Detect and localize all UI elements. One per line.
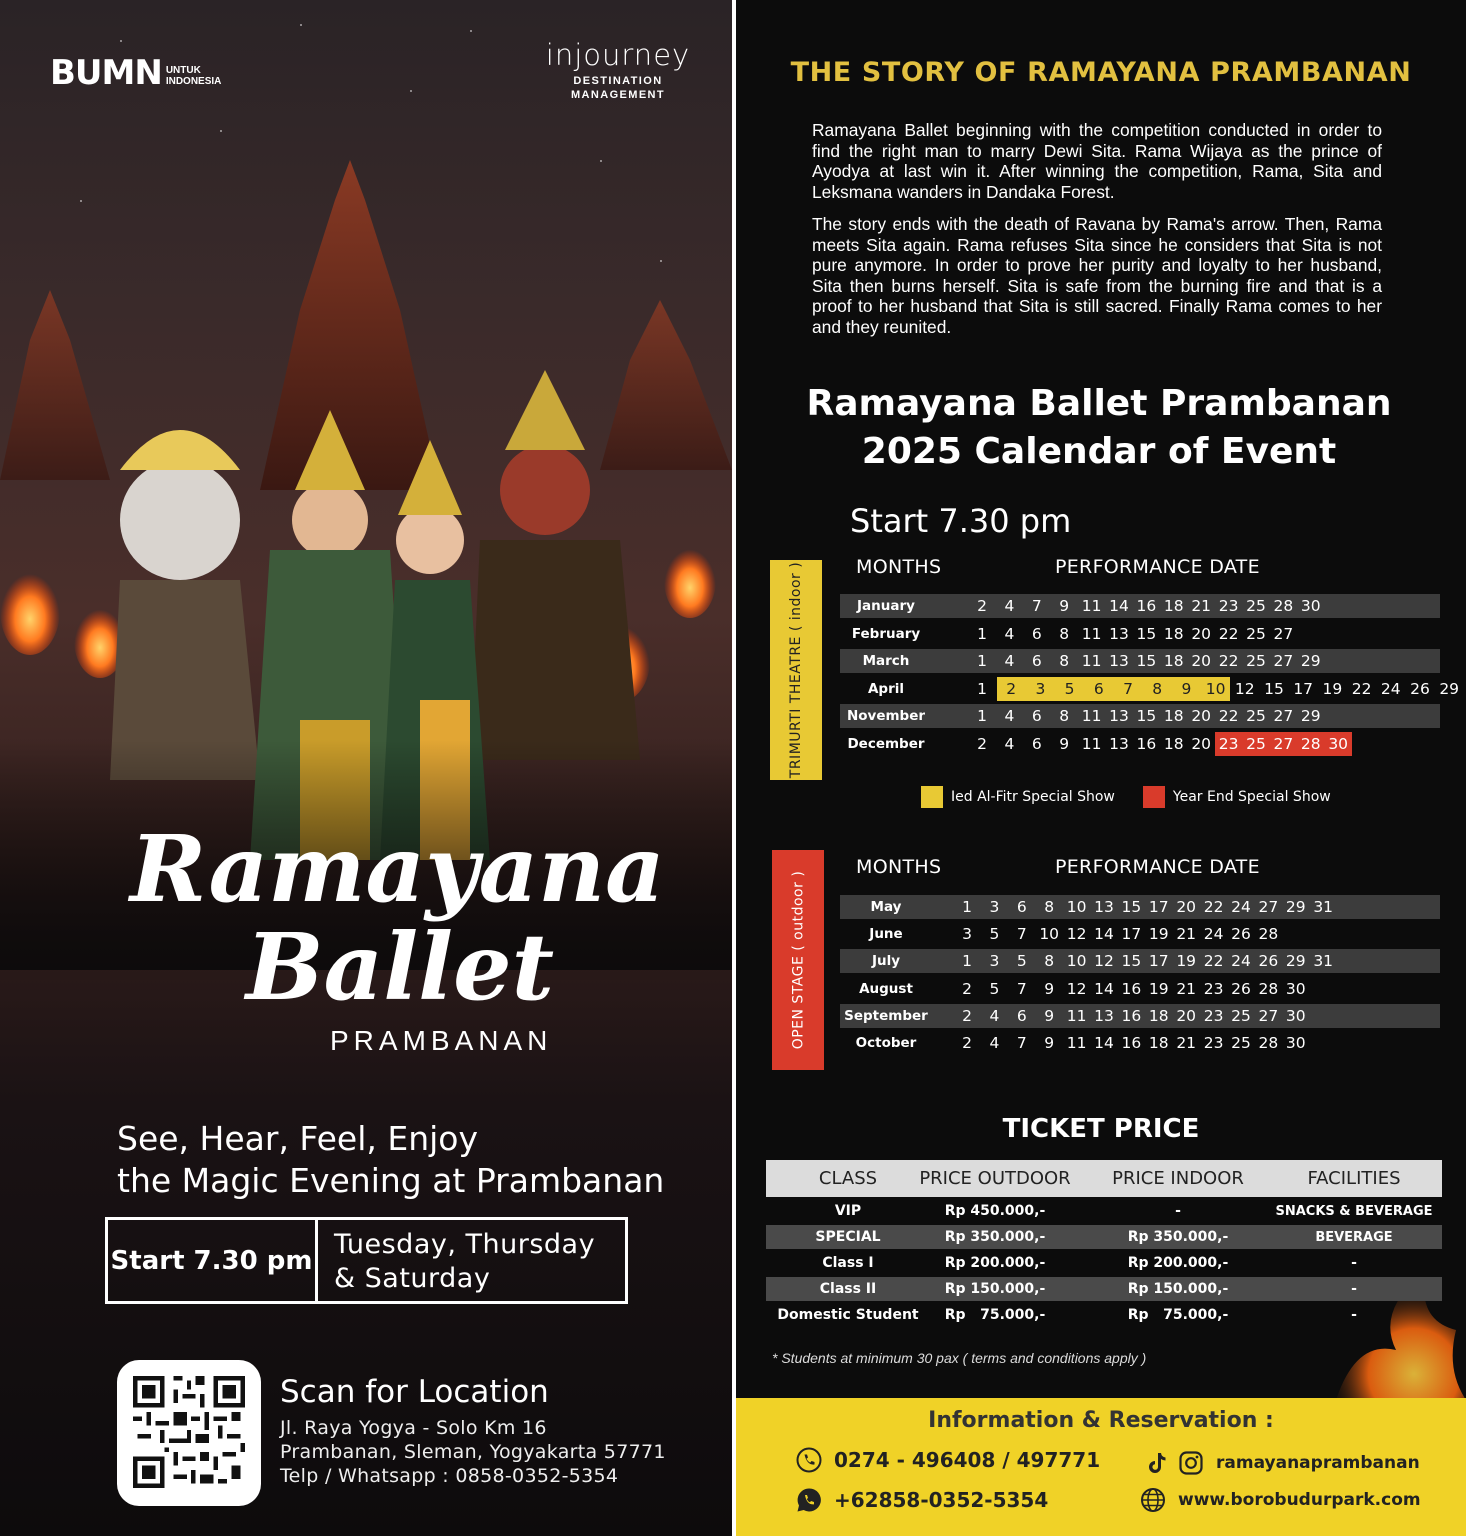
- performance-date: 28: [1273, 597, 1294, 615]
- injourney-sub-line2: MANAGEMENT: [570, 89, 666, 101]
- performance-date: 21: [1176, 1034, 1197, 1052]
- performance-date: 21: [1176, 979, 1197, 998]
- performance-date: 11: [1066, 1034, 1087, 1052]
- performance-date: 11: [1066, 1006, 1087, 1025]
- info-whatsapp-text: +62858-0352-5354: [834, 1488, 1049, 1512]
- indoor-header-months: MONTHS: [856, 556, 942, 578]
- calendar-row: [840, 704, 1440, 728]
- schedule-days-line2: & Saturday: [334, 1263, 491, 1294]
- ticket-header-row: [766, 1160, 1442, 1197]
- performance-date: 6: [1016, 898, 1027, 916]
- performance-date: 6: [1031, 707, 1042, 726]
- performance-date: 1: [977, 707, 987, 726]
- venue-outdoor-label: OPEN STAGE ( outdoor ): [790, 870, 806, 1050]
- ticket-row: [766, 1277, 1442, 1301]
- performance-date: 11: [1081, 624, 1102, 643]
- info-social-text: ramayanaprambanan: [1216, 1453, 1420, 1473]
- performance-date: 19: [1148, 925, 1169, 944]
- calendar-title-line2: 2025 Calendar of Event: [861, 431, 1337, 472]
- ramayana-ballet-logo: [130, 815, 665, 1060]
- performance-date: 28: [1258, 979, 1279, 998]
- performance-date: 12: [1066, 925, 1087, 944]
- brand-place: PRAMBANAN: [330, 1025, 553, 1056]
- performance-date: 17: [1148, 898, 1169, 916]
- legend-red-label: Year End Special Show: [1172, 789, 1331, 805]
- performance-date: 4: [989, 1006, 1000, 1025]
- ticket-price-outdoor: Rp 200.000,-: [944, 1255, 1046, 1271]
- calendar-row: [840, 1031, 1440, 1055]
- performance-date: 29: [1285, 952, 1306, 971]
- performance-date: 3: [989, 898, 1000, 916]
- calendar-title: [736, 380, 1462, 476]
- performance-date: 5: [989, 979, 1000, 998]
- performance-date: 30: [1328, 735, 1349, 753]
- ticket-facilities: SNACKS & BEVERAGE: [1275, 1203, 1433, 1219]
- performance-date: 25: [1246, 707, 1266, 726]
- performance-date: 18: [1163, 735, 1184, 753]
- performance-date: 21: [1176, 925, 1197, 944]
- calendar-month: March: [862, 653, 910, 670]
- star-dot: [300, 24, 302, 26]
- performance-date: 30: [1300, 597, 1321, 615]
- performance-date: 16: [1136, 735, 1157, 753]
- performance-date: 17: [1293, 679, 1314, 698]
- performance-date: 30: [1285, 979, 1306, 998]
- performance-date: 26: [1410, 679, 1430, 698]
- performance-date: 29: [1439, 679, 1460, 698]
- performance-date: 8: [1152, 679, 1163, 698]
- info-phone[interactable]: [796, 1447, 1100, 1473]
- outdoor-header-months: MONTHS: [856, 856, 942, 878]
- ticket-row: [766, 1197, 1442, 1225]
- calendar-month: August: [859, 980, 913, 997]
- info-whatsapp[interactable]: [796, 1487, 1048, 1513]
- ticket-price-outdoor: Rp 350.000,-: [944, 1229, 1046, 1245]
- performance-date: 6: [1031, 735, 1042, 753]
- calendar-title-line1: Ramayana Ballet Prambanan: [806, 383, 1392, 424]
- performance-date: 31: [1313, 952, 1334, 971]
- schedule-days-line1: Tuesday, Thursday: [334, 1229, 596, 1260]
- performance-date: 24: [1203, 925, 1224, 944]
- bumn-sub-line1: UNTUK: [165, 65, 201, 76]
- performance-date: 22: [1351, 679, 1372, 698]
- ticket-price-indoor: Rp 350.000,-: [1127, 1229, 1229, 1245]
- performance-date: 1: [977, 624, 987, 643]
- information-reservation-bar: [736, 1398, 1466, 1536]
- performance-date: 11: [1081, 597, 1102, 615]
- tiktok-icon: [1144, 1450, 1170, 1476]
- performance-date: 4: [1004, 652, 1015, 671]
- calendar-row: [840, 949, 1440, 973]
- calendar-row: [840, 594, 1440, 618]
- performance-date: 9: [1059, 735, 1070, 753]
- tagline: [117, 1118, 664, 1202]
- ticket-price-title: TICKET PRICE: [1002, 1114, 1200, 1144]
- story-paragraph-1: Ramayana Ballet beginning with the competition conducted in order to find the right man to marry Dewi Sita. Rama Wijaya as the prince of Ayodya at last win it. After winning the competition, Rama, Sita and Leksmana wanders in Dandaka Forest.: [812, 120, 1382, 202]
- performance-date: 20: [1176, 898, 1197, 916]
- ticket-facilities: -: [1351, 1281, 1357, 1297]
- contact-line: Telp / Whatsapp : 0858-0352-5354: [280, 1465, 619, 1487]
- venue-indoor-label: TRIMURTI THEATRE ( indoor ): [788, 561, 804, 779]
- ticket-row: [766, 1301, 1442, 1329]
- performance-date: 15: [1136, 652, 1157, 671]
- performance-date: 26: [1231, 925, 1251, 944]
- performance-date: 7: [1016, 1034, 1027, 1052]
- info-social[interactable]: [1144, 1450, 1420, 1476]
- info-title: Information & Reservation :: [928, 1408, 1274, 1433]
- performance-date: 9: [1059, 597, 1070, 615]
- performance-date: 10: [1039, 925, 1060, 944]
- info-phone-text: 0274 - 496408 / 497771: [834, 1448, 1101, 1472]
- performance-date: 20: [1176, 1006, 1197, 1025]
- performance-date: 17: [1148, 952, 1169, 971]
- performance-date: 25: [1231, 1034, 1251, 1052]
- address-block: [280, 1416, 666, 1488]
- performance-date: 7: [1123, 679, 1133, 698]
- performance-date: 13: [1094, 1006, 1114, 1025]
- ticket-header-outdoor: PRICE OUTDOOR: [919, 1168, 1071, 1189]
- performance-date: 14: [1094, 979, 1114, 998]
- calendar-month: February: [851, 625, 921, 642]
- performance-date: 4: [1004, 707, 1015, 726]
- ticket-class: Class I: [822, 1255, 874, 1271]
- legend-red-swatch: [1143, 786, 1165, 808]
- calendar-row: [840, 977, 1440, 1001]
- performance-date: 7: [1016, 925, 1027, 944]
- performance-date: 16: [1136, 597, 1157, 615]
- location-qr-code[interactable]: [117, 1360, 261, 1506]
- calendar-legend: [921, 786, 1331, 808]
- performance-date: 10: [1066, 898, 1087, 916]
- ticket-price-outdoor: Rp 75.000,-: [944, 1307, 1046, 1323]
- schedule-start-time: Start 7.30 pm: [108, 1220, 318, 1301]
- performance-date: 20: [1191, 624, 1212, 643]
- calendar-row: [840, 1004, 1440, 1028]
- ticket-facilities: -: [1351, 1255, 1357, 1271]
- outdoor-header-dates: PERFORMANCE DATE: [1055, 856, 1260, 878]
- info-website-text: www.borobudurpark.com: [1178, 1490, 1421, 1510]
- calendar-month: May: [870, 899, 902, 915]
- ticket-price-outdoor: Rp 450.000,-: [944, 1203, 1046, 1219]
- performance-date: 22: [1203, 952, 1224, 971]
- schedule-days: [318, 1220, 625, 1301]
- ticket-row: [766, 1249, 1442, 1277]
- performance-date: 11: [1081, 707, 1102, 726]
- performance-date: 25: [1246, 597, 1266, 615]
- qr-code-icon: [133, 1376, 245, 1488]
- performance-date: 19: [1148, 979, 1169, 998]
- star-dot: [410, 90, 412, 92]
- ticket-price-indoor: Rp 75.000,-: [1127, 1307, 1229, 1323]
- ticket-price-table: [766, 1160, 1442, 1329]
- star-dot: [470, 30, 472, 32]
- calendar-row: [840, 732, 1440, 756]
- performance-date: 15: [1121, 952, 1142, 971]
- performance-date: 8: [1044, 952, 1055, 971]
- performance-date: 5: [1064, 679, 1075, 698]
- performance-date: 14: [1094, 1034, 1114, 1052]
- performance-date: 15: [1121, 898, 1142, 916]
- performance-date: 4: [989, 1034, 1000, 1052]
- calendar-row: [840, 922, 1440, 946]
- performance-date: 27: [1258, 1006, 1279, 1025]
- ticket-row: [766, 1225, 1442, 1249]
- calendar-row: [840, 895, 1440, 919]
- performance-date: 7: [1016, 979, 1027, 998]
- performance-date: 29: [1300, 707, 1321, 726]
- calendar-row: [840, 622, 1440, 646]
- performance-date: 7: [1031, 597, 1042, 615]
- performance-date: 12: [1094, 952, 1114, 971]
- ticket-facilities: BEVERAGE: [1315, 1229, 1393, 1245]
- poster-left-panel: [0, 0, 732, 1536]
- performance-date: 1: [962, 952, 972, 971]
- performance-date: 23: [1218, 735, 1239, 753]
- performance-date: 11: [1081, 735, 1102, 753]
- performance-date: 10: [1066, 952, 1087, 971]
- performance-date: 5: [989, 925, 1000, 944]
- performance-date: 2: [962, 979, 972, 998]
- performance-date: 6: [1016, 1006, 1027, 1025]
- brand-line2: Ballet: [245, 913, 555, 1021]
- ticket-facilities: -: [1351, 1307, 1357, 1323]
- performance-date: 28: [1258, 1034, 1279, 1052]
- performance-date: 24: [1380, 679, 1401, 698]
- legend-yellow-swatch: [921, 786, 943, 808]
- performance-date: 15: [1264, 679, 1284, 698]
- performance-date: 22: [1218, 707, 1239, 726]
- performance-date: 30: [1285, 1006, 1306, 1025]
- performance-date: 2: [1006, 679, 1017, 698]
- performance-date: 28: [1258, 925, 1279, 944]
- venue-tag-indoor: [770, 560, 822, 780]
- performance-date: 27: [1273, 624, 1294, 643]
- star-dot: [120, 40, 122, 42]
- ticket-note: * Students at minimum 30 pax ( terms and conditions apply ): [772, 1350, 1147, 1366]
- performance-date: 4: [1004, 624, 1015, 643]
- injourney-logo-subtitle: [543, 74, 693, 102]
- bumn-logo-mark: BUMN: [50, 53, 162, 93]
- calendar-month: April: [867, 680, 905, 697]
- whatsapp-icon: [796, 1487, 822, 1513]
- performance-date: 23: [1203, 979, 1224, 998]
- performance-date: 25: [1246, 624, 1266, 643]
- calendar-month: December: [847, 736, 925, 752]
- performance-date: 2: [977, 597, 987, 615]
- performance-date: 15: [1136, 624, 1157, 643]
- schedule-box: [105, 1217, 628, 1304]
- performance-date: 15: [1136, 707, 1157, 726]
- tagline-line1: See, Hear, Feel, Enjoy: [117, 1119, 479, 1158]
- ticket-class: VIP: [834, 1203, 862, 1219]
- performance-date: 27: [1273, 707, 1294, 726]
- performance-date: 8: [1044, 898, 1055, 916]
- performance-date: 24: [1231, 952, 1251, 971]
- performance-date: 11: [1081, 652, 1102, 671]
- performance-date: 9: [1044, 1006, 1055, 1025]
- performance-date: 27: [1273, 735, 1294, 753]
- performance-date: 28: [1300, 735, 1321, 753]
- ticket-class: Class II: [819, 1281, 877, 1297]
- performance-date: 10: [1205, 679, 1226, 698]
- phone-icon: [796, 1447, 822, 1473]
- performance-date: 13: [1109, 624, 1129, 643]
- ticket-class: Domestic Student: [777, 1307, 919, 1323]
- performance-date: 16: [1121, 979, 1142, 998]
- performance-date: 2: [977, 735, 987, 753]
- ticket-price-outdoor: Rp 150.000,-: [944, 1281, 1046, 1297]
- performance-date: 22: [1203, 898, 1224, 916]
- performance-date: 6: [1031, 652, 1042, 671]
- bumn-logo: [50, 53, 222, 93]
- performance-date: 1: [977, 679, 987, 698]
- performance-date: 23: [1203, 1006, 1224, 1025]
- performance-date: 20: [1191, 707, 1212, 726]
- brand-line1: Ramayana: [130, 815, 665, 923]
- performance-date: 18: [1148, 1034, 1169, 1052]
- ticket-price-indoor: Rp 200.000,-: [1127, 1255, 1229, 1271]
- performance-date: 17: [1121, 925, 1142, 944]
- scan-location-title: Scan for Location: [280, 1374, 549, 1410]
- performance-date: 21: [1191, 597, 1212, 615]
- performance-date: 6: [1031, 624, 1042, 643]
- performance-date: 18: [1163, 707, 1184, 726]
- performance-date: 9: [1044, 979, 1055, 998]
- legend-yellow-label: Ied Al-Fitr Special Show: [951, 789, 1115, 805]
- performance-date: 25: [1246, 652, 1266, 671]
- performance-date: 22: [1218, 652, 1239, 671]
- performance-date: 29: [1300, 652, 1321, 671]
- calendar-month: November: [846, 708, 926, 725]
- performance-date: 4: [1004, 597, 1015, 615]
- performance-date: 3: [1035, 679, 1046, 698]
- performance-date: 8: [1059, 624, 1070, 643]
- performance-date: 8: [1059, 652, 1070, 671]
- indoor-header-dates: PERFORMANCE DATE: [1055, 556, 1260, 578]
- performance-date: 27: [1258, 898, 1279, 916]
- performance-date: 25: [1231, 1006, 1251, 1025]
- performance-date: 2: [962, 1006, 972, 1025]
- performance-date: 31: [1313, 898, 1334, 916]
- performance-date: 26: [1231, 979, 1251, 998]
- performance-date: 4: [1004, 735, 1015, 753]
- bumn-sub-line2: INDONESIA: [165, 76, 222, 87]
- performance-date: 3: [989, 952, 1000, 971]
- star-dot: [220, 130, 222, 132]
- instagram-icon: [1178, 1450, 1204, 1476]
- address-line2: Prambanan, Sleman, Yogyakarta 57771: [280, 1441, 666, 1463]
- calendar-start-time: Start 7.30 pm: [850, 502, 1072, 540]
- performance-date: 18: [1163, 624, 1184, 643]
- calendar-month: January: [857, 598, 915, 614]
- tagline-line2: the Magic Evening at Prambanan: [117, 1161, 665, 1200]
- injourney-logo: [543, 38, 693, 102]
- performance-date: 12: [1234, 679, 1255, 698]
- performance-date: 6: [1093, 679, 1104, 698]
- performance-date: 2: [962, 1034, 972, 1052]
- ramayana-ballet-wordmark: [130, 815, 665, 1021]
- info-website[interactable]: [1140, 1487, 1421, 1513]
- performance-date: 1: [977, 652, 987, 671]
- calendar-row: [840, 677, 1460, 701]
- performance-date: 23: [1218, 597, 1239, 615]
- performance-date: 16: [1121, 1006, 1142, 1025]
- address-line1: Jl. Raya Yogya - Solo Km 16: [280, 1417, 547, 1439]
- performance-date: 9: [1181, 679, 1192, 698]
- performance-date: 20: [1191, 652, 1212, 671]
- performance-date: 13: [1109, 735, 1129, 753]
- injourney-sub-line1: DESTINATION: [573, 75, 663, 87]
- performance-date: 16: [1121, 1034, 1142, 1052]
- performance-date: 8: [1059, 707, 1070, 726]
- bumn-logo-subtitle: [166, 65, 222, 87]
- performance-date: 13: [1109, 707, 1129, 726]
- performance-date: 30: [1285, 1034, 1306, 1052]
- ticket-price-indoor: Rp 150.000,-: [1127, 1281, 1229, 1297]
- performance-date: 19: [1176, 952, 1197, 971]
- ticket-price-indoor: -: [1175, 1203, 1181, 1219]
- performance-date: 18: [1163, 652, 1184, 671]
- globe-icon: [1140, 1487, 1166, 1513]
- injourney-logo-word: injourney: [545, 38, 691, 72]
- performance-date: 19: [1322, 679, 1343, 698]
- ticket-class: SPECIAL: [815, 1229, 881, 1245]
- ticket-header-class: CLASS: [818, 1168, 878, 1189]
- performance-date: 18: [1163, 597, 1184, 615]
- performance-date: 3: [962, 925, 972, 944]
- performance-date: 14: [1109, 597, 1129, 615]
- story-paragraph-2: The story ends with the death of Ravana by Rama's arrow. Then, Rama meets Sita again. Rama refuses Sita since he considers that Sita is not pure anymore. In order to prove her purity and loyalty to her husband, Sita then burns herself. Sita is safe from the burning fire and that is a proof to her husband that Sita is still sacred. Finally Rama comes to her and they reunited.: [812, 214, 1382, 337]
- performance-date: 1: [962, 898, 972, 916]
- performance-date: 29: [1285, 898, 1306, 916]
- performance-date: 18: [1148, 1006, 1169, 1025]
- venue-tag-outdoor: [772, 850, 824, 1070]
- calendar-month: September: [844, 1007, 928, 1024]
- performance-date: 12: [1066, 979, 1087, 998]
- performance-date: 26: [1258, 952, 1279, 971]
- performance-date: 24: [1231, 898, 1251, 916]
- performance-date: 25: [1246, 735, 1266, 753]
- ticket-header-indoor: PRICE INDOOR: [1112, 1168, 1244, 1189]
- story-title: THE STORY OF RAMAYANA PRAMBANAN: [790, 57, 1412, 88]
- performance-date: 13: [1094, 898, 1114, 916]
- performance-date: 13: [1109, 652, 1129, 671]
- calendar-row: [840, 649, 1440, 673]
- performance-date: 5: [1016, 952, 1027, 971]
- performance-date: 23: [1203, 1034, 1224, 1052]
- performance-date: 20: [1191, 735, 1212, 753]
- performance-date: 9: [1044, 1034, 1055, 1052]
- performance-date: 14: [1094, 925, 1114, 944]
- calendar-month: July: [871, 953, 901, 970]
- ticket-header-facilities: FACILITIES: [1307, 1168, 1401, 1189]
- poster-right-panel: [736, 0, 1466, 1536]
- calendar-month: June: [869, 926, 903, 943]
- calendar-month: October: [855, 1035, 917, 1051]
- performance-date: 27: [1273, 652, 1294, 671]
- performance-date: 22: [1218, 624, 1239, 643]
